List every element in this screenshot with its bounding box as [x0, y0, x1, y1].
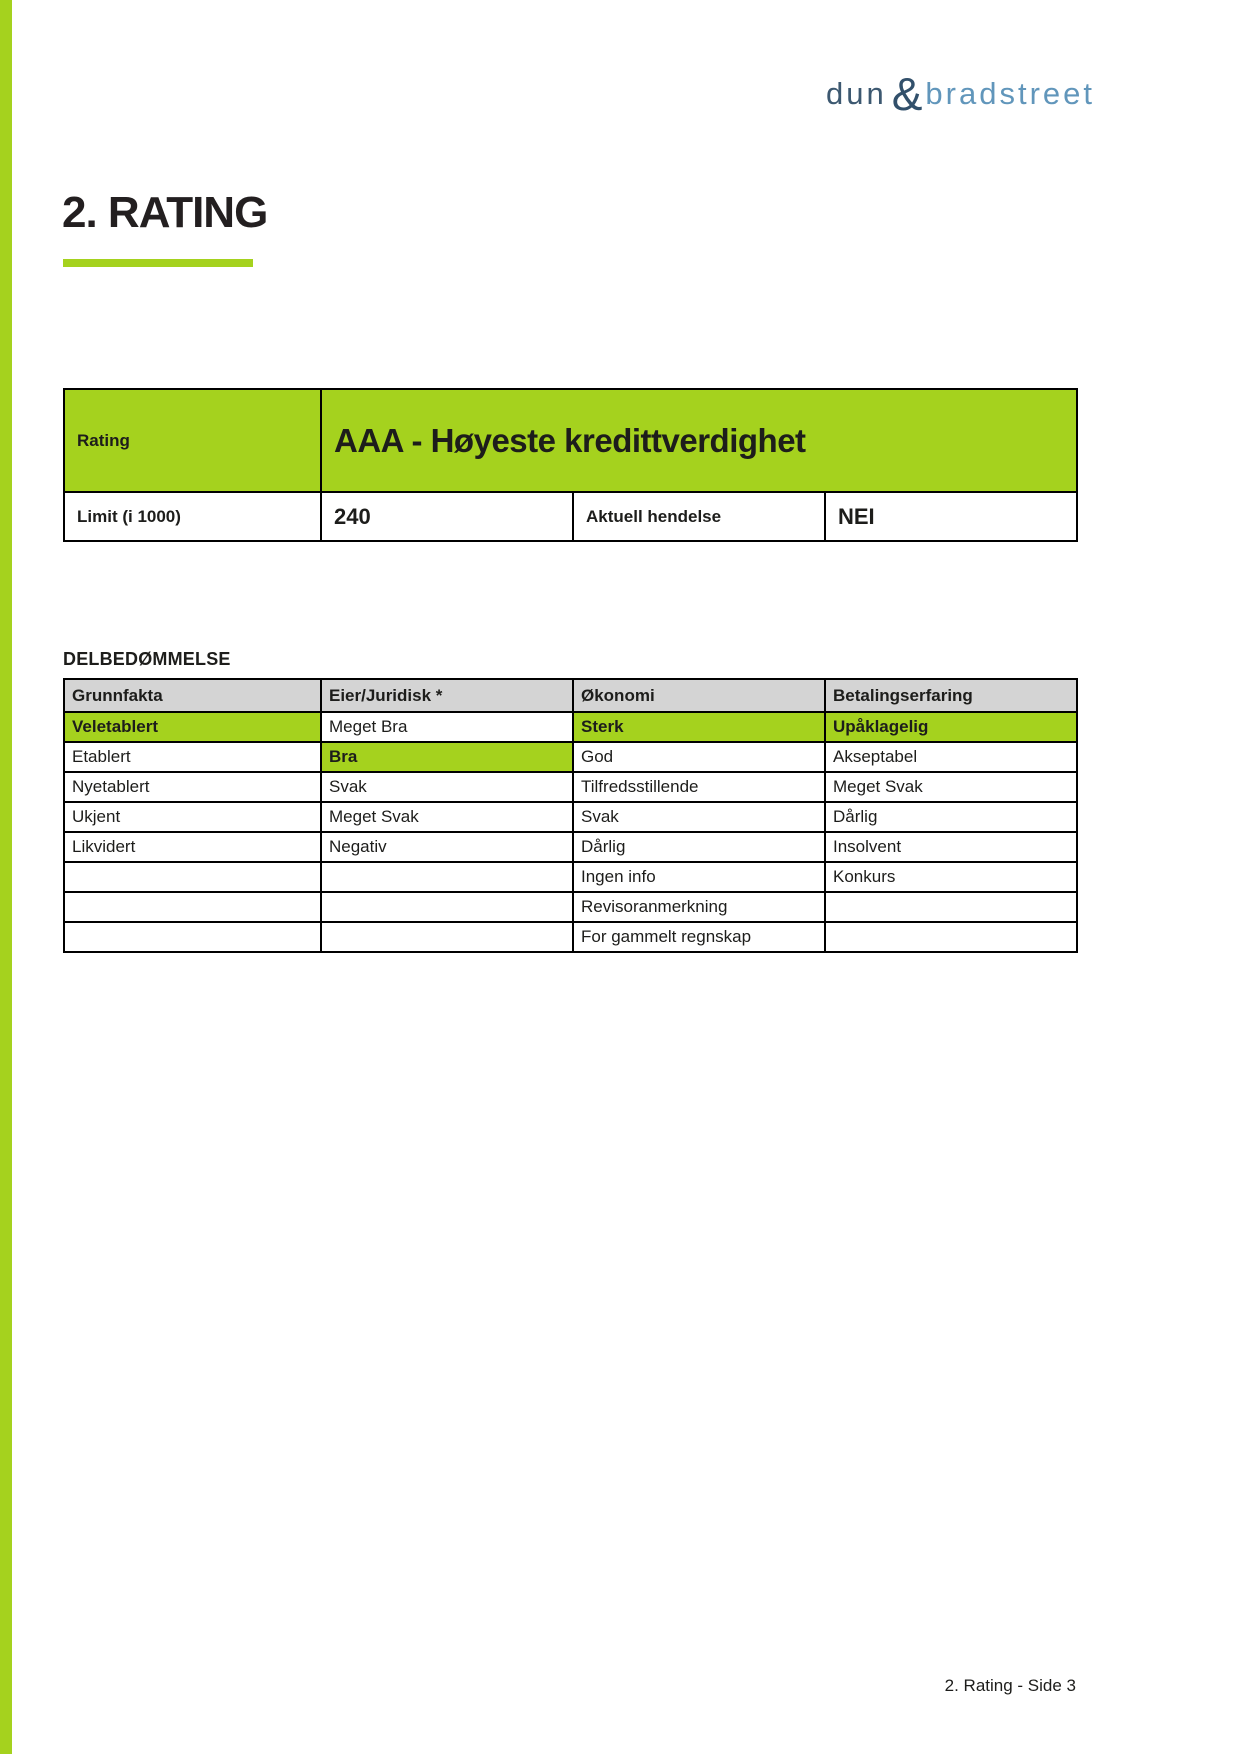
page-title: 2. RATING: [62, 188, 268, 237]
logo-text-bradstreet: bradstreet: [925, 76, 1095, 111]
table-row: [64, 772, 1077, 802]
dun-bradstreet-logo: dun & bradstreet: [826, 68, 1095, 120]
verdict-cell: Svak: [321, 772, 573, 802]
verdict-cell: [321, 922, 573, 952]
verdict-cell: Ingen info: [573, 862, 825, 892]
verdict-cell: Meget Svak: [825, 772, 1077, 802]
table-row: [64, 742, 1077, 772]
verdict-cell: For gammelt regnskap: [573, 922, 825, 952]
verdict-cell: Nyetablert: [64, 772, 321, 802]
page-footer: 2. Rating - Side 3: [944, 1676, 1076, 1695]
table-row: [64, 712, 1077, 742]
verdict-cell: Negativ: [321, 832, 573, 862]
verdict-cell: [825, 892, 1077, 922]
rating-row: [64, 389, 1077, 492]
verdict-cell: Insolvent: [825, 832, 1077, 862]
verdict-cell: Dårlig: [573, 832, 825, 862]
column-header-okonomi: Økonomi: [573, 679, 825, 712]
verdict-cell: Meget Bra: [321, 712, 573, 742]
verdict-cell: Svak: [573, 802, 825, 832]
column-header-eier-juridisk: Eier/Juridisk *: [321, 679, 573, 712]
green-edge-stripe: [0, 0, 12, 1754]
delbedommelse-title: DELBEDØMMELSE: [63, 649, 231, 669]
verdict-cell: Akseptabel: [825, 742, 1077, 772]
table-header-row: [64, 679, 1077, 712]
limit-label: Limit (i 1000): [64, 492, 321, 541]
current-event-label: Aktuell hendelse: [573, 492, 825, 541]
verdict-cell: Konkurs: [825, 862, 1077, 892]
verdict-cell: Ukjent: [64, 802, 321, 832]
table-row: [64, 922, 1077, 952]
verdict-cell: [321, 862, 573, 892]
verdict-cell-highlighted: Sterk: [573, 712, 825, 742]
verdict-cell: [825, 922, 1077, 952]
verdict-cell: [64, 862, 321, 892]
current-event-value: NEI: [825, 492, 1077, 541]
table-row: [64, 802, 1077, 832]
rating-summary-table: [63, 388, 1078, 542]
table-row: [64, 832, 1077, 862]
table-row: [64, 862, 1077, 892]
verdict-cell: Meget Svak: [321, 802, 573, 832]
verdict-cell-highlighted: Bra: [321, 742, 573, 772]
verdict-cell: Revisoranmerkning: [573, 892, 825, 922]
verdict-cell: Tilfredsstillende: [573, 772, 825, 802]
verdict-cell: God: [573, 742, 825, 772]
verdict-cell: Dårlig: [825, 802, 1077, 832]
verdict-cell: [321, 892, 573, 922]
verdict-cell: [64, 922, 321, 952]
delbedommelse-table: [63, 678, 1078, 953]
column-header-grunnfakta: Grunnfakta: [64, 679, 321, 712]
logo-text-dun: dun: [826, 76, 887, 111]
table-row: [64, 892, 1077, 922]
title-underline-bar: [63, 259, 253, 267]
rating-value: AAA - Høyeste kredittverdighet: [321, 389, 1077, 492]
verdict-cell: [64, 892, 321, 922]
limit-row: [64, 492, 1077, 541]
verdict-cell-highlighted: Veletablert: [64, 712, 321, 742]
verdict-cell: Etablert: [64, 742, 321, 772]
column-header-betalingserfaring: Betalingserfaring: [825, 679, 1077, 712]
verdict-cell: Likvidert: [64, 832, 321, 862]
limit-value: 240: [321, 492, 573, 541]
verdict-cell-highlighted: Upåklagelig: [825, 712, 1077, 742]
rating-label: Rating: [64, 389, 321, 492]
